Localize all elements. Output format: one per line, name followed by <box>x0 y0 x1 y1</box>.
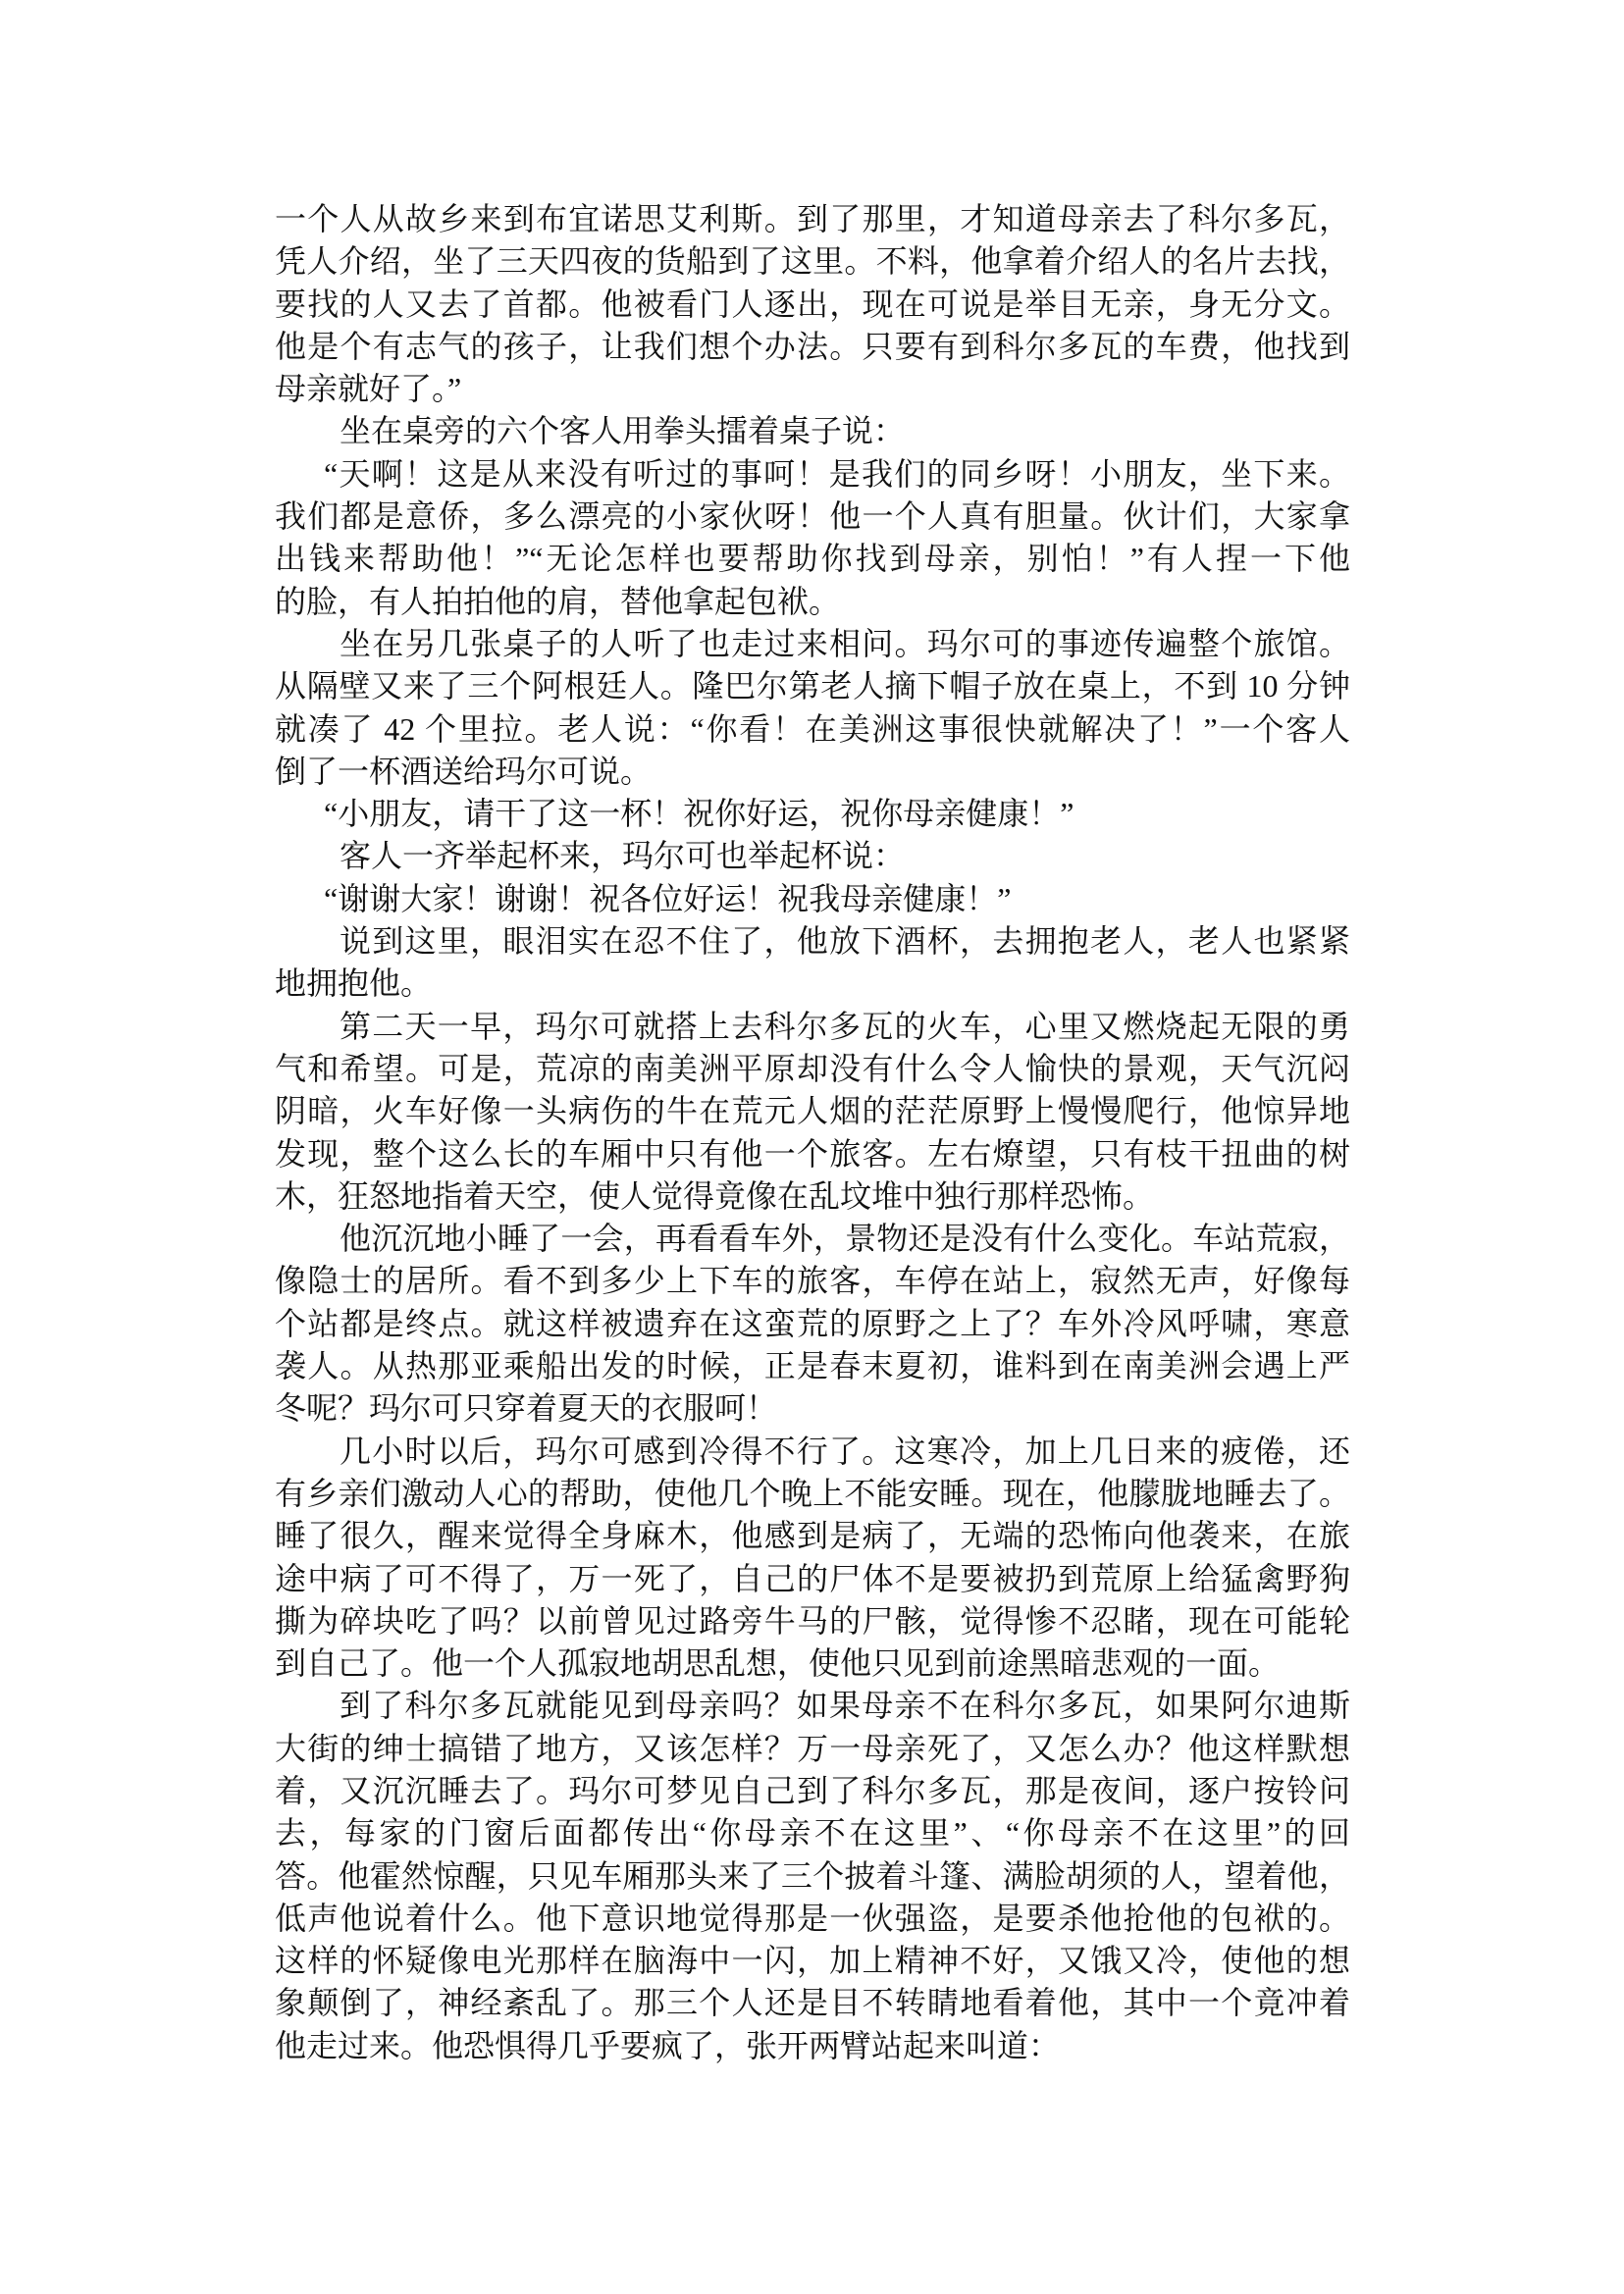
text-line: 发现，整个这么长的车厢中只有他一个旅客。左右燎望，只有枝干扭曲的树 <box>275 1135 1350 1172</box>
text-line: 从隔壁又来了三个阿根廷人。隆巴尔第老人摘下帽子放在桌上，不到 10 分钟 <box>275 668 1350 704</box>
text-line: 到了科尔多瓦就能见到母亲吗？如果母亲不在科尔多瓦，如果阿尔迪斯 <box>340 1688 1350 1724</box>
text-line: 几小时以后，玛尔可感到冷得不行了。这寒冷，加上几日来的疲倦，还 <box>340 1433 1350 1469</box>
text-line: 途中病了可不得了，万一死了，自己的尸体不是要被扔到荒原上给猛禽野狗 <box>275 1560 1350 1596</box>
text-line: 出钱来帮助他！”“无论怎样也要帮助你找到母亲，别怕！”有人捏一下他 <box>275 541 1350 577</box>
text-line: 睡了很久，醒来觉得全身麻木，他感到是病了，无端的恐怖向他袭来，在旅 <box>275 1518 1350 1554</box>
text-line: 低声他说着什么。他下意识地觉得那是一伙强盗，是要杀他抢他的包袱的。 <box>275 1900 1350 1936</box>
text-line: 象颠倒了，神经紊乱了。那三个人还是目不转睛地看着他，其中一个竟冲着 <box>275 1985 1350 2021</box>
text-line: 这样的怀疑像电光那样在脑海中一闪，加上精神不好，又饿又冷，使他的想 <box>275 1943 1350 1979</box>
text-line: 说到这里，眼泪实在忍不住了，他放下酒杯，去拥抱老人，老人也紧紧 <box>340 923 1350 960</box>
text-line: 木，狂怒地指着天空，使人觉得竟像在乱坟堆中独行那样恐怖。 <box>275 1177 1155 1214</box>
text-line: 倒了一杯酒送给玛尔可说。 <box>275 753 653 789</box>
text-line: 凭人介绍，坐了三天四夜的货船到了这里。不料，他拿着介绍人的名片去找， <box>275 243 1350 280</box>
text-line: 地拥抱他。 <box>275 965 433 1002</box>
text-line: “谢谢大家！谢谢！祝各位好运！祝我母亲健康！” <box>324 880 1012 916</box>
text-line: 袭人。从热那亚乘船出发的时候，正是春末夏初，谁料到在南美洲会遇上严 <box>275 1348 1350 1384</box>
text-line: 要找的人又去了首都。他被看门人逐出，现在可说是举目无亲，身无分文。 <box>275 286 1350 322</box>
text-line: 阴暗，火车好像一头病伤的牛在荒元人烟的茫茫原野上慢慢爬行，他惊异地 <box>275 1093 1350 1129</box>
text-line: 一个人从故乡来到布宜诺思艾利斯。到了那里，才知道母亲去了科尔多瓦， <box>275 201 1350 236</box>
text-line: 就凑了 42 个里拉。老人说：“你看！在美洲这事很快就解决了！”一个客人 <box>275 710 1350 747</box>
text-line: 去，每家的门窗后面都传出“你母亲不在这里”、“你母亲不在这里”的回 <box>275 1815 1350 1851</box>
text-line: 个站都是终点。就这样被遗弃在这蛮荒的原野之上了？车外冷风呼啸，寒意 <box>275 1305 1350 1341</box>
text-line: “小朋友，请干了这一杯！祝你好运，祝你母亲健康！” <box>324 796 1074 832</box>
text-line: 撕为碎块吃了吗？以前曾见过路旁牛马的尸骸，觉得惨不忍睹，现在可能轮 <box>275 1602 1350 1639</box>
text-line: 他沉沉地小睡了一会，再看看车外，景物还是没有什么变化。车站荒寂， <box>340 1221 1350 1257</box>
text-line: 的脸，有人拍拍他的肩，替他拿起包袱。 <box>275 583 841 619</box>
text-line: 大街的绅士搞错了地方，又该怎样？万一母亲死了，又怎么办？他这样默想 <box>275 1730 1350 1766</box>
text-line: 第二天一早，玛尔可就搭上去科尔多瓦的火车，心里又燃烧起无限的勇 <box>340 1008 1350 1044</box>
text-line: 母亲就好了。” <box>275 371 462 407</box>
text-line: 他是个有志气的孩子，让我们想个办法。只要有到科尔多瓦的车费，他找到 <box>275 328 1350 364</box>
text-line: “天啊！这是从来没有听过的事呵！是我们的同乡呀！小朋友，坐下来。 <box>324 455 1350 492</box>
text-line: 冬呢？玛尔可只穿着夏天的衣服呵！ <box>275 1390 778 1427</box>
text-line: 坐在桌旁的六个客人用拳头擂着桌子说： <box>340 413 906 449</box>
text-line: 像隐士的居所。看不到多少上下车的旅客，车停在站上，寂然无声，好像每 <box>275 1263 1350 1299</box>
text-line: 到自己了。他一个人孤寂地胡思乱想，使他只见到前途黑暗悲观的一面。 <box>275 1645 1281 1682</box>
text-line: 着，又沉沉睡去了。玛尔可梦见自己到了科尔多瓦，那是夜间，逐户按铃问 <box>275 1772 1350 1808</box>
text-line: 答。他霍然惊醒，只见车厢那头来了三个披着斗篷、满脸胡须的人，望着他， <box>275 1857 1350 1894</box>
document-page <box>275 198 1350 2067</box>
text-line: 客人一齐举起杯来，玛尔可也举起杯说： <box>340 838 906 874</box>
text-line: 有乡亲们激动人心的帮助，使他几个晚上不能安睡。现在，他朦胧地睡去了。 <box>275 1475 1350 1511</box>
text-line: 气和希望。可是，荒凉的南美洲平原却没有什么令人愉快的景观，天气沉闷 <box>275 1050 1350 1086</box>
text-line: 他走过来。他恐惧得几乎要疯了，张开两臂站起来叫道： <box>275 2027 1061 2063</box>
text-line: 坐在另几张桌子的人听了也走过来相问。玛尔可的事迹传遍整个旅馆。 <box>340 625 1350 661</box>
text-line: 我们都是意侨，多么漂亮的小家伙呀！他一个人真有胆量。伙计们，大家拿 <box>275 498 1350 535</box>
